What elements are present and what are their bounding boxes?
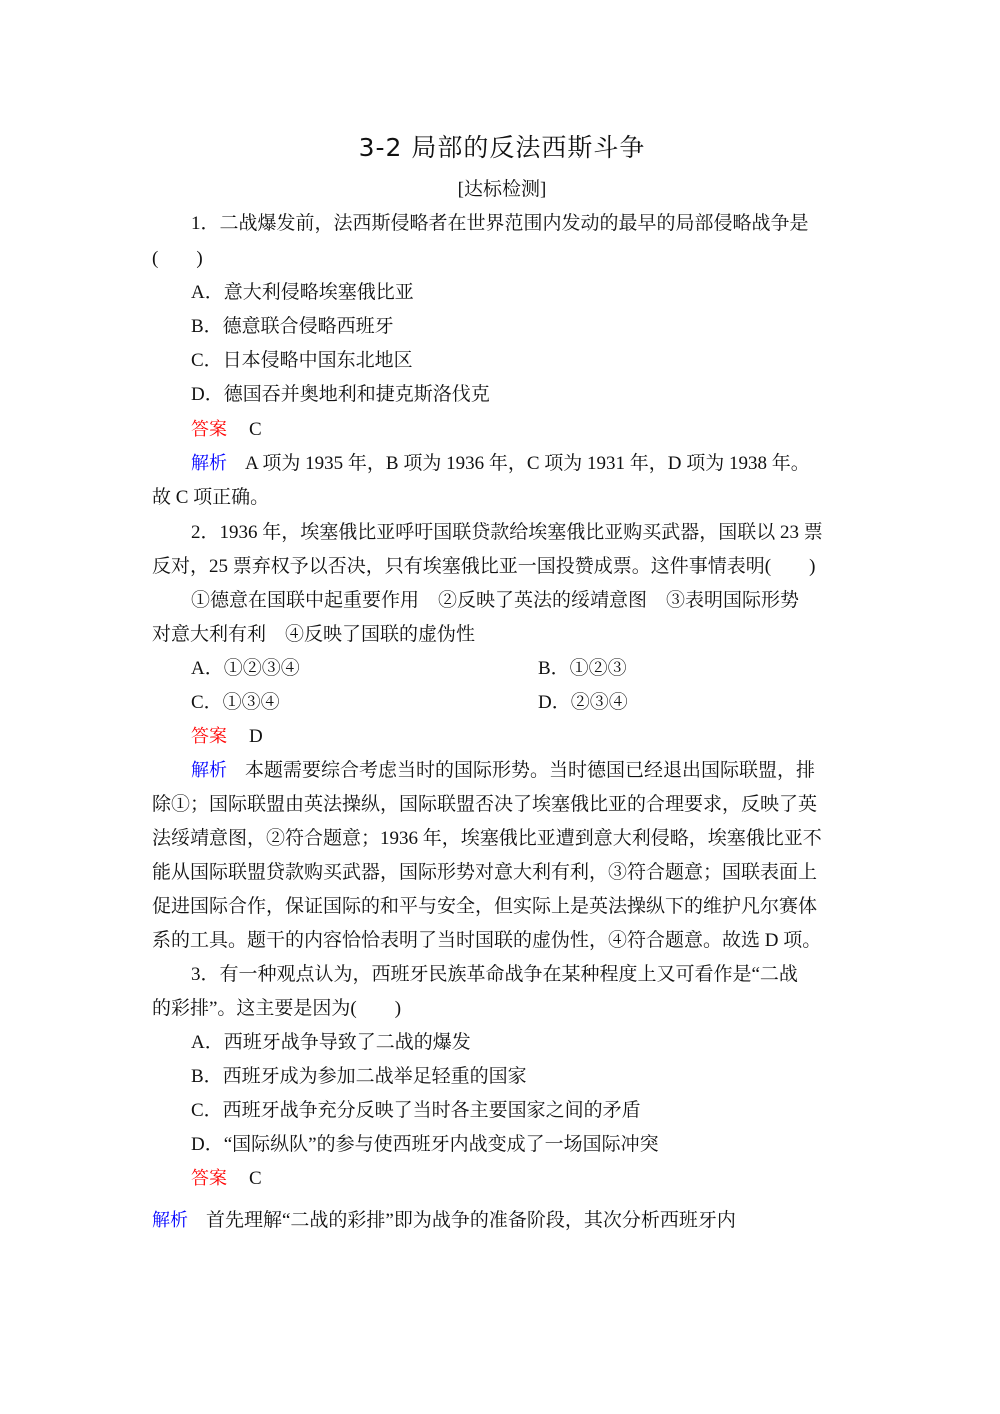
q1-option-a: A．意大利侵略埃塞俄比亚 <box>191 282 414 303</box>
q1-option-d: D．德国吞并奥地利和捷克斯洛伐克 <box>191 384 490 405</box>
q3-stem-line-2: 的彩排”。这主要是因为( ) <box>152 998 402 1019</box>
q2-statements-line-2: 对意大利有利 ④反映了国联的虚伪性 <box>152 624 476 645</box>
q3-option-d: D．“国际纵队”的参与使西班牙内战变成了一场国际冲突 <box>191 1134 659 1155</box>
q2-analysis-line-3: 法绥靖意图，②符合题意；1936 年，埃塞俄比亚遭到意大利侵略，埃塞俄比亚不 <box>152 828 822 849</box>
answer-label: 答案 <box>191 1168 227 1189</box>
q2-answer <box>191 722 891 752</box>
q1-stem-line-1: 1．二战爆发前，法西斯侵略者在世界范围内发动的最早的局部侵略战争是 <box>191 213 809 234</box>
answer-label: 答案 <box>191 726 227 747</box>
q3-analysis-line-1 <box>152 1206 852 1236</box>
analysis-text: A 项为 1935 年，B 项为 1936 年，C 项为 1931 年，D 项为 1938 年。 <box>245 453 810 474</box>
q2-option-c: C．①③④ <box>191 692 280 713</box>
q1-analysis-line-2: 故 C 项正确。 <box>152 487 270 508</box>
analysis-text: 本题需要综合考虑当时的国际形势。当时德国已经退出国际联盟，排 <box>245 760 816 781</box>
q2-stem-line-2: 反对，25 票弃权予以否决，只有埃塞俄比亚一国投赞成票。这件事情表明( ) <box>152 556 816 577</box>
analysis-label: 解析 <box>152 1210 188 1231</box>
q3-stem-line-1: 3．有一种观点认为，西班牙民族革命战争在某种程度上又可看作是“二战 <box>191 964 798 985</box>
analysis-label: 解析 <box>191 760 227 781</box>
q2-analysis-line-1 <box>191 756 891 786</box>
q1-stem-line-2: ( ) <box>152 248 203 269</box>
q3-option-b: B．西班牙成为参加二战举足轻重的国家 <box>191 1066 527 1087</box>
page-title: 3-2 局部的反法西斯斗争 <box>358 133 646 162</box>
q1-analysis-line-1 <box>191 449 852 479</box>
q2-option-d: D．②③④ <box>538 692 628 713</box>
q1-option-c: C．日本侵略中国东北地区 <box>191 350 413 371</box>
answer-value: C <box>249 1168 262 1189</box>
q2-option-a: A．①②③④ <box>191 658 300 679</box>
q3-answer <box>191 1164 891 1194</box>
q3-option-a: A．西班牙战争导致了二战的爆发 <box>191 1032 471 1053</box>
analysis-label: 解析 <box>191 453 227 474</box>
section-subtitle: [达标检测] <box>457 179 547 200</box>
answer-value: D <box>249 726 263 747</box>
q2-analysis-line-2: 除①；国际联盟由英法操纵，国际联盟否决了埃塞俄比亚的合理要求，反映了英 <box>152 794 818 815</box>
q2-statements-line-1: ①德意在国联中起重要作用 ②反映了英法的绥靖意图 ③表明国际形势 <box>191 590 800 611</box>
answer-value: C <box>249 419 262 440</box>
q2-analysis-line-6: 系的工具。题干的内容恰恰表明了当时国联的虚伪性，④符合题意。故选 D 项。 <box>152 930 822 951</box>
q3-option-c: C．西班牙战争充分反映了当时各主要国家之间的矛盾 <box>191 1100 641 1121</box>
q2-analysis-line-5: 促进国际合作，保证国际的和平与安全，但实际上是英法操纵下的维护凡尔赛体 <box>152 896 818 917</box>
q1-option-b: B．德意联合侵略西班牙 <box>191 316 394 337</box>
answer-label: 答案 <box>191 419 227 440</box>
q2-analysis-line-4: 能从国际联盟贷款购买武器，国际形势对意大利有利，③符合题意；国联表面上 <box>152 862 818 883</box>
q2-stem-line-1: 2．1936 年，埃塞俄比亚呼吁国联贷款给埃塞俄比亚购买武器，国联以 23 票 <box>191 522 823 543</box>
analysis-text: 首先理解“二战的彩排”即为战争的准备阶段，其次分析西班牙内 <box>206 1210 736 1231</box>
q1-answer <box>191 415 891 445</box>
q2-option-b: B．①②③ <box>538 658 627 679</box>
